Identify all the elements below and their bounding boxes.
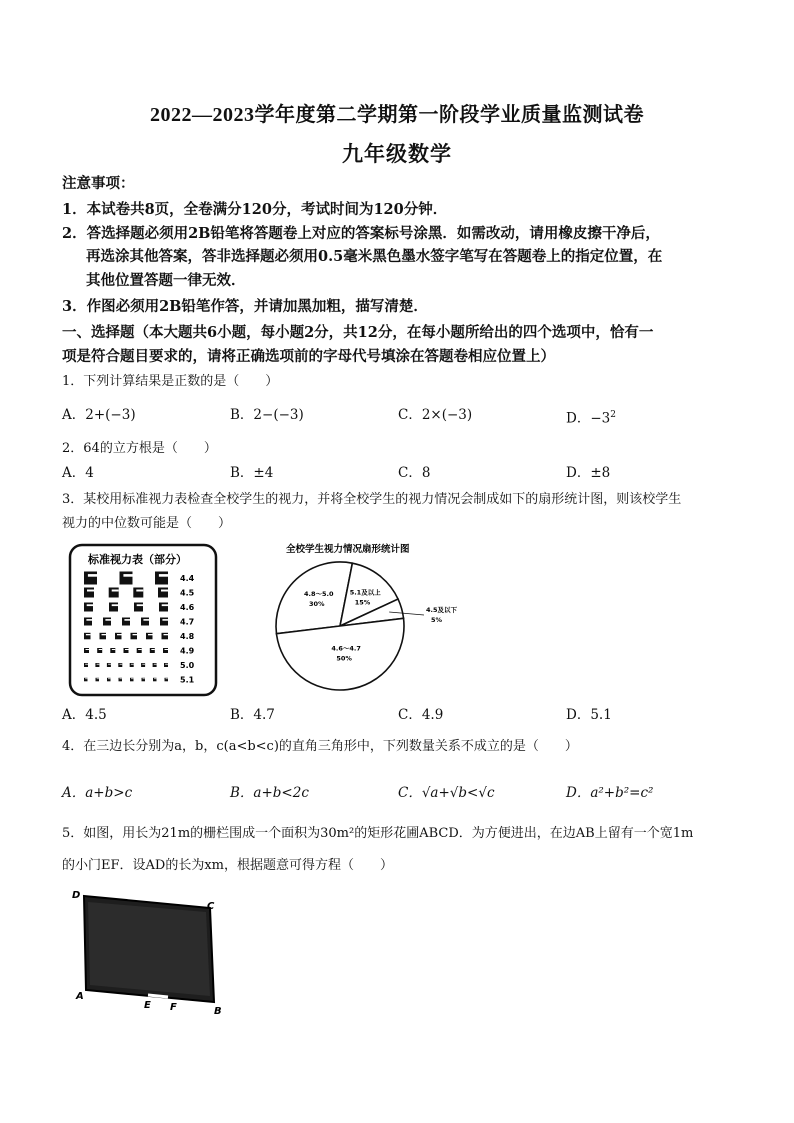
optotype-gap [154, 664, 157, 665]
optotype-gap [159, 574, 168, 577]
q3-option-b: B．4.7 [230, 707, 275, 723]
q5-stem-line-1: 5．如图，用长为21m的栅栏围成一个面积为30m²的矩形花圃ABCD．为方便进出，在边AB上留有一个宽1m [62, 826, 694, 841]
optotype-gap [105, 619, 111, 621]
eye-chart-value: 5.0 [180, 661, 195, 670]
optotype [109, 603, 118, 612]
label-d: D [72, 890, 81, 901]
optotype-gap [131, 664, 134, 665]
section-1-heading-line-2: 项是符合题目要求的，请将正确选项前的字母代号填涂在答题卷相应位置上） [62, 348, 555, 365]
optotype-gap [131, 678, 133, 679]
optotype-gap [85, 664, 88, 665]
optotype-gap [85, 678, 87, 679]
optotype [130, 663, 134, 667]
optotype [137, 648, 142, 653]
optotype-gap [133, 634, 138, 635]
q4-option-c: C．√a+√b<√c [398, 785, 495, 801]
optotype [134, 603, 143, 612]
optotype-gap [148, 634, 153, 635]
optotype [159, 603, 168, 612]
optotype [146, 633, 153, 640]
q4-option-b: B．a+b<2c [230, 785, 309, 801]
optotype [153, 663, 157, 667]
optotype [120, 572, 133, 585]
optotype [84, 572, 97, 585]
pie-slice-value: 15% [354, 598, 371, 607]
optotype-gap [154, 678, 156, 679]
optotype [141, 618, 149, 626]
q4-option-d: D．a²+b²=c² [566, 785, 654, 801]
optotype-gap [88, 574, 97, 577]
optotype-gap [97, 664, 100, 665]
optotype-gap [117, 634, 122, 635]
optotype [160, 618, 168, 626]
optotype-gap [86, 634, 91, 635]
optotype [103, 618, 111, 626]
optotype-gap [120, 678, 122, 679]
section-1-heading-line-1: 一、选择题（本大题共6小题，每小题2分，共12分，在每小题所给出的四个选项中，恰有一 [62, 324, 654, 341]
label-b: B [214, 1006, 222, 1017]
optotype [153, 678, 157, 682]
optotype [84, 588, 94, 598]
q1-option-d [566, 405, 616, 429]
optotype [155, 572, 168, 585]
eye-chart-value: 4.6 [180, 603, 195, 612]
optotype [84, 618, 92, 626]
eye-chart-figure [68, 543, 218, 697]
optotype [97, 648, 102, 653]
q2-option-a: A．4 [62, 465, 94, 481]
eye-chart-value: 4.7 [180, 617, 195, 627]
q3-stem-line-1: 3．某校用标准视力表检查全校学生的视力，并将全校学生的视力情况会制成如下的扇形统计图，则该校学生 [62, 492, 682, 507]
eye-chart-value: 4.8 [180, 632, 195, 641]
optotype [131, 633, 138, 640]
q3-option-d: D．5.1 [566, 707, 612, 723]
optotype-gap [99, 649, 103, 650]
pie-slice-label: 4.5及以下 [426, 606, 458, 614]
pie-slice-label: 4.6～4.7 [331, 644, 361, 653]
label-c: C [207, 901, 215, 912]
optotype-gap [86, 619, 92, 621]
optotype [163, 648, 168, 653]
optotype-gap [97, 678, 99, 679]
pie-slice-label: 5.1及以上 [349, 588, 381, 597]
eye-chart-title: 标准视力表（部分） [88, 553, 187, 566]
optotype-gap [123, 574, 132, 577]
q3-option-c: C．4.9 [398, 707, 444, 723]
notice-item-3: 3．作图必须用2B铅笔作答，并请加黑加粗，描写清楚． [62, 298, 428, 315]
label-f: F [170, 1002, 177, 1013]
optotype-gap [112, 604, 118, 606]
pie-slice-value: 5% [431, 616, 443, 624]
notice-heading: 注意事项： [62, 175, 135, 192]
pie-slice-label: 4.8～5.0 [304, 590, 334, 599]
notice-item-2-line-1: 2．答选择题必须用2B铅笔将答题卷上对应的答案标号涂黑．如需改动，请用橡皮擦干净后， [62, 225, 660, 242]
optotype [122, 618, 130, 626]
optotype [119, 678, 123, 682]
q1-option-a: A．2+(−3) [62, 407, 136, 423]
optotype [96, 678, 100, 682]
optotype [124, 648, 129, 653]
q2-stem: 2．64的立方根是（ ） [62, 441, 217, 456]
q2-option-d: D．±8 [566, 465, 611, 481]
q3-option-a: A．4.5 [62, 707, 107, 723]
eye-chart-value: 5.1 [180, 675, 195, 685]
optotype-gap [142, 664, 145, 665]
optotype-gap [165, 664, 168, 665]
optotype [84, 648, 89, 653]
optotype [142, 678, 146, 682]
q1-option-d-exponent: 2 [610, 410, 616, 420]
pie-slice-value: 30% [309, 600, 325, 609]
q1-option-c: C．2×(−3) [398, 407, 473, 423]
optotype-gap [151, 649, 155, 650]
q4-stem: 4．在三边长分别为a，b，c(a<b<c)的直角三角形中，下列数量关系不成立的是（ ） [62, 739, 578, 754]
optotype-gap [162, 604, 168, 606]
optotype-gap [162, 619, 168, 621]
optotype-gap [120, 664, 123, 665]
optotype [107, 678, 111, 682]
optotype [150, 648, 155, 653]
optotype-gap [164, 634, 169, 635]
optotype-gap [125, 649, 129, 650]
label-a: A [76, 991, 84, 1002]
notice-item-1: 1．本试卷共8页，全卷满分120分，考试时间为120分钟． [62, 201, 448, 218]
optotype-gap [86, 649, 90, 650]
optotype [84, 678, 88, 682]
q4-option-a: A．a+b>c [62, 785, 133, 801]
optotype-gap [87, 590, 94, 592]
q3-stem-line-2: 视力的中位数可能是（ ） [62, 516, 232, 531]
optotype-gap [166, 678, 168, 679]
optotype [130, 678, 134, 682]
eye-chart-value: 4.4 [180, 574, 195, 583]
optotype [133, 588, 143, 598]
optotype-gap [161, 590, 168, 592]
optotype [84, 663, 88, 667]
q5-stem-line-2: 的小门EF．设AD的长为xm，根据题意可得方程（ ） [62, 858, 393, 873]
q2-option-c: C．8 [398, 465, 431, 481]
q2-option-b: B．±4 [230, 465, 274, 481]
optotype [141, 663, 145, 667]
optotype-gap [143, 678, 145, 679]
notice-item-2-line-3: 其他位置答题一律无效． [86, 272, 246, 289]
optotype [109, 588, 119, 598]
optotype [100, 633, 107, 640]
optotype-gap [102, 634, 107, 635]
optotype [84, 633, 91, 640]
optotype-gap [138, 649, 142, 650]
q1-stem: 1．下列计算结果是正数的是（ ） [62, 374, 279, 389]
optotype-gap [143, 619, 149, 621]
eye-chart-value: 4.9 [180, 646, 195, 656]
optotype-gap [124, 619, 130, 621]
optotype [115, 633, 122, 640]
optotype [107, 663, 111, 667]
garden-figure [64, 884, 234, 1019]
optotype-gap [112, 590, 119, 592]
pie-chart-slices [276, 562, 404, 690]
pie-slice-value: 50% [336, 654, 352, 663]
optotype [158, 588, 168, 598]
optotype [84, 603, 93, 612]
optotype [165, 678, 169, 682]
notice-item-2-line-2: 再选涂其他答案，答非选择题必须用0.5毫米黑色墨水签字笔写在答题卷上的指定位置，在 [86, 248, 663, 265]
optotype [162, 633, 169, 640]
exam-title: 2022—2023学年度第二学期第一阶段学业质量监测试卷 [150, 104, 644, 126]
optotype [95, 663, 99, 667]
optotype [110, 648, 115, 653]
optotype-gap [108, 664, 111, 665]
gate-ef [148, 995, 168, 997]
optotype-gap [165, 649, 169, 650]
optotype-gap [112, 649, 116, 650]
exam-subtitle: 九年级数学 [342, 142, 452, 166]
q1-option-b: B．2−(−3) [230, 407, 304, 423]
optotype-gap [87, 604, 93, 606]
eye-chart-value: 4.5 [180, 588, 195, 598]
garden-rectangle-inner [88, 902, 210, 996]
pie-chart-figure [270, 538, 470, 700]
pie-chart-title: 全校学生视力情况扇形统计图 [286, 544, 410, 555]
optotype [118, 663, 122, 667]
q1-option-d-base: D．−3 [566, 410, 611, 427]
optotype-gap [108, 678, 110, 679]
optotype-gap [137, 604, 143, 606]
label-e: E [144, 1000, 151, 1011]
optotype-gap [136, 590, 143, 592]
optotype [164, 663, 168, 667]
